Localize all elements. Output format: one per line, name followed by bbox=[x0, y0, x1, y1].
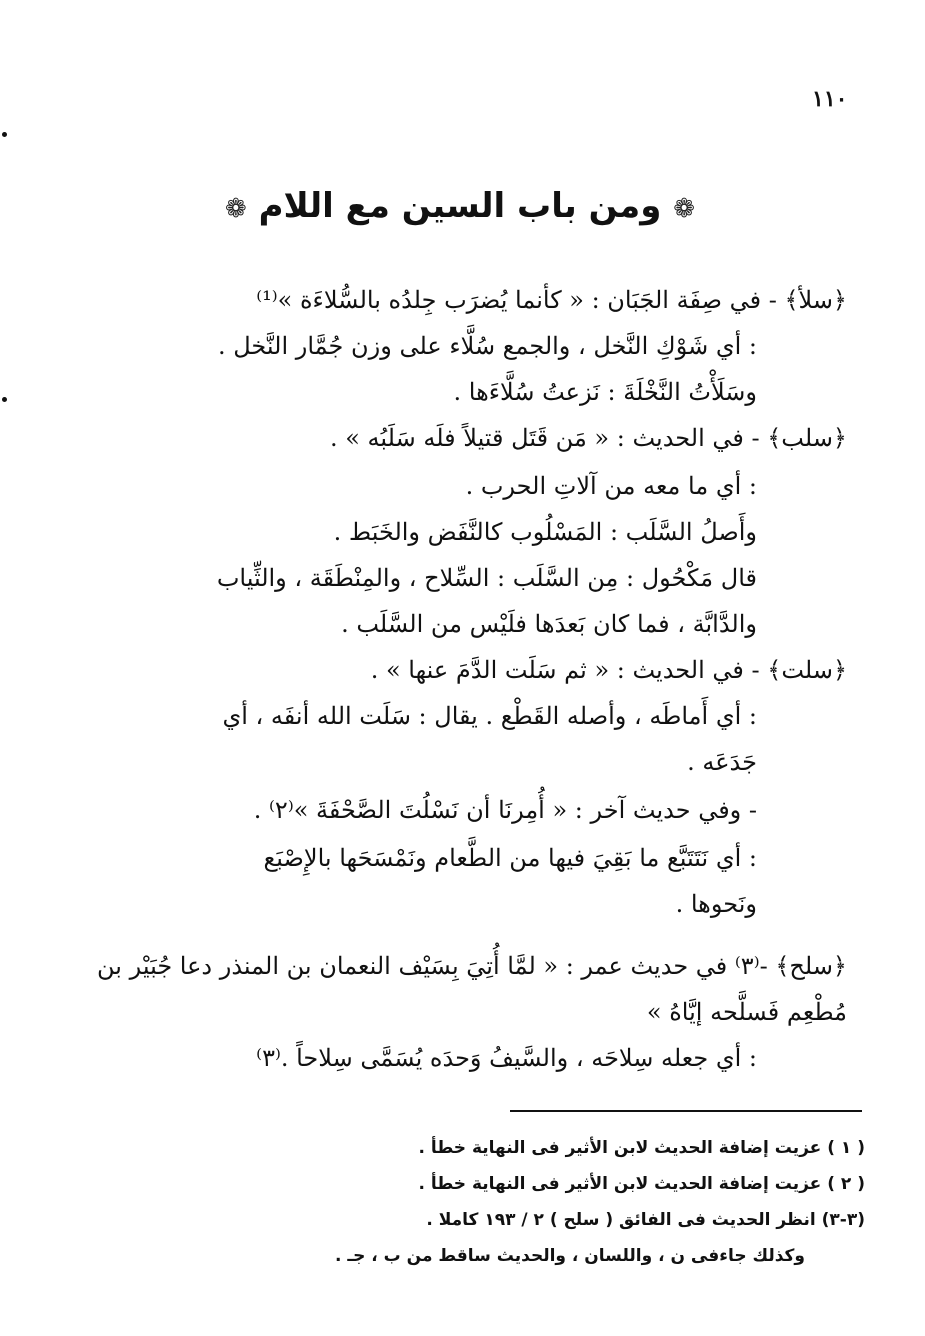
margin-dot bbox=[2, 132, 7, 137]
footnote-divider bbox=[510, 1110, 862, 1112]
entry-line: ﴿سلت﴾ - في الحديث : « ثم سَلَت الدَّمَ عنها » . bbox=[370, 656, 847, 684]
entry-line: ﴿سلب﴾ - في الحديث : « مَن قَتَل قتيلاً فلَه سَلَبُه » . bbox=[329, 424, 847, 452]
entry-line: جَدَعَه . bbox=[687, 748, 757, 776]
entry-line: ﴿سلأ﴾ - في صِفَة الجَبَان : « كأنما يُضرَب جِلدُه بالسُّلاءَة »⁽¹⁾ bbox=[256, 286, 847, 314]
entry-line: والدَّابَّة ، فما كان بَعدَها فلَيْس من السَّلَب . bbox=[341, 610, 757, 638]
entry-line: : أي جعله سِلاحَه ، والسَّيفُ وَحدَه يُسَمَّى سِلاحاً .⁽٣⁾ bbox=[256, 1044, 757, 1072]
footnote: ( ١ ) عزيت إضافة الحديث لابن الأثير فى النهاية خطأ . bbox=[418, 1138, 865, 1158]
footnote: وكذلك جاءفى ن ، واللسان ، والحديث ساقط من ب ، جـ . bbox=[334, 1246, 805, 1266]
entry-line: قال مَكْحُول : مِن السَّلَب : السِّلاح ، والمِنْطَقَة ، والثِّياب bbox=[216, 564, 757, 592]
entry-line: : أي ما معه من آلاتِ الحرب . bbox=[465, 472, 757, 500]
ornament-icon: ❁ bbox=[673, 194, 696, 224]
margin-dot bbox=[2, 397, 7, 402]
entry-line: : أي نَتَتَبَّع ما بَقِيَ فيها من الطَّعام ونَمْسَحَها بالإِصْبَع bbox=[263, 844, 757, 872]
page-number: ١١٠ bbox=[812, 86, 848, 112]
entry-line: ونَحوها . bbox=[675, 890, 757, 918]
entry-line: مُطْعِم فَسلَّحه إيَّاهُ » bbox=[646, 998, 847, 1026]
entry-line: - وفي حديث آخر : « أُمِرنَا أن نَسْلُتَ الصَّحْفَةَ »⁽٢⁾ . bbox=[253, 796, 757, 824]
entry-line: ﴿سلح﴾ -⁽٣⁾ في حديث عمر : « لمَّا أُتِيَ بِسَيْف النعمان بن المنذر دعا جُبَيْر بن bbox=[97, 952, 847, 980]
chapter-title bbox=[150, 186, 770, 226]
entry-line: وسَلَأْتُ النَّخْلَةَ : نَزعتُ سُلَّاءَها . bbox=[453, 378, 757, 406]
footnote: ( ٢ ) عزيت إضافة الحديث لابن الأثير فى النهاية خطأ . bbox=[418, 1174, 865, 1194]
entry-line: وأَصلُ السَّلَب : المَسْلُوب كالنَّفَض والخَبَط . bbox=[333, 518, 757, 546]
chapter-title-text: ومن باب السين مع اللام bbox=[258, 186, 662, 226]
ornament-icon: ❁ bbox=[224, 194, 247, 224]
entry-line: : أي أَماطَه ، وأصله القَطْع . يقال : سَلَت الله أنفَه ، أي bbox=[222, 702, 757, 730]
footnote: (٣-٣) انظر الحديث فى الفائق ( سلح ) ٢ / ١٩٣ كاملا . bbox=[426, 1210, 865, 1230]
entry-line: : أي شَوْكِ النَّخل ، والجمع سُلَّاء على وزن جُمَّار النَّخل . bbox=[217, 332, 757, 360]
